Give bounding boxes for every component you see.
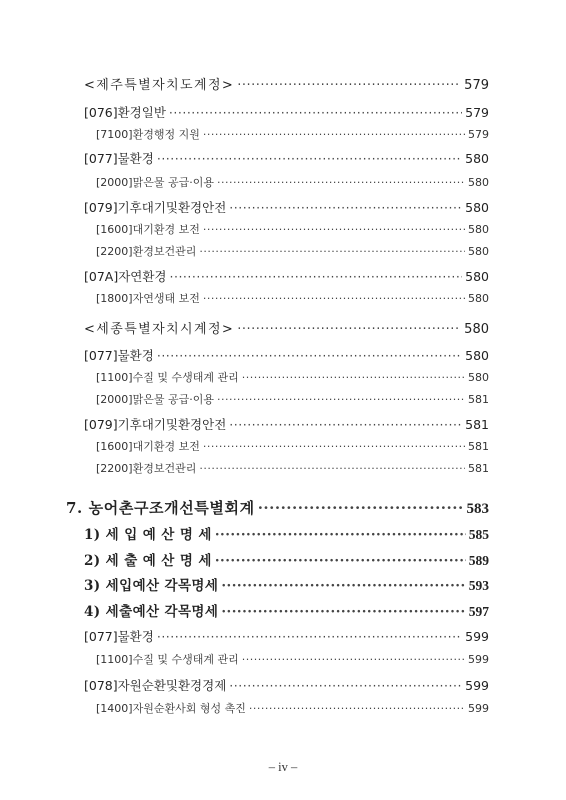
toc-sub-heading bbox=[84, 551, 489, 571]
toc-entry-page-number: 579 bbox=[464, 78, 489, 93]
toc-sub-heading bbox=[84, 576, 489, 596]
toc-sub-heading bbox=[84, 525, 489, 545]
toc-entry-page-number: 583 bbox=[466, 501, 489, 517]
dot-leader bbox=[221, 576, 465, 596]
toc-entry bbox=[84, 267, 489, 287]
dot-leader bbox=[215, 551, 466, 571]
toc-subentry bbox=[96, 173, 489, 193]
toc-entry-label: 3) 세입예산 각목명세 bbox=[84, 578, 219, 594]
toc-subentry bbox=[96, 368, 489, 388]
toc-subentry bbox=[96, 390, 489, 410]
dot-leader bbox=[203, 220, 465, 240]
dot-leader bbox=[199, 242, 465, 262]
toc-section-heading bbox=[84, 320, 489, 340]
toc-subentry bbox=[96, 459, 489, 479]
dot-leader bbox=[258, 498, 464, 518]
dot-leader bbox=[157, 346, 462, 366]
toc-entry bbox=[84, 103, 489, 123]
toc-subentry bbox=[96, 242, 489, 262]
dot-leader bbox=[157, 627, 462, 647]
dot-leader bbox=[215, 525, 466, 545]
dot-leader bbox=[237, 320, 461, 340]
toc-entry-page-number: 581 bbox=[468, 440, 489, 453]
toc-entry-label: [2000]맑은물 공급·이용 bbox=[96, 176, 214, 189]
dot-leader bbox=[203, 437, 465, 457]
toc-entry-label: [2000]맑은물 공급·이용 bbox=[96, 393, 214, 406]
toc-entry-label: [1600]대기환경 보전 bbox=[96, 223, 200, 236]
dot-leader bbox=[199, 459, 465, 479]
toc-entry-page-number: 589 bbox=[468, 553, 489, 568]
toc-entry-page-number: 599 bbox=[468, 653, 489, 666]
toc-sub-heading bbox=[84, 602, 489, 622]
toc-entry-label: [079]기후대기및환경안전 bbox=[84, 417, 227, 432]
dot-leader bbox=[229, 676, 462, 696]
toc-entry-label: [077]물환경 bbox=[84, 348, 154, 363]
toc-entry-label: [7100]환경행정 지원 bbox=[96, 128, 200, 141]
toc-entry-page-number: 599 bbox=[468, 702, 489, 715]
toc-entry-page-number: 580 bbox=[468, 223, 489, 236]
toc-entry-page-number: 599 bbox=[465, 629, 489, 644]
toc-entry-page-number: 580 bbox=[468, 371, 489, 384]
toc-entry-page-number: 580 bbox=[468, 292, 489, 305]
toc-section-heading bbox=[84, 76, 489, 96]
toc-entry-label: [1400]자원순환사회 형성 촉진 bbox=[96, 702, 246, 715]
toc-entry-label: [079]기후대기및환경안전 bbox=[84, 200, 227, 215]
toc-entry-page-number: 581 bbox=[465, 417, 489, 432]
toc-entry-page-number: 580 bbox=[465, 348, 489, 363]
dot-leader bbox=[169, 103, 462, 123]
toc-chapter-heading bbox=[66, 498, 489, 518]
toc-entry-label: [1600]대기환경 보전 bbox=[96, 440, 200, 453]
toc-entry bbox=[84, 415, 489, 435]
toc-entry-label: [2200]환경보건관리 bbox=[96, 245, 197, 258]
toc-entry-page-number: 580 bbox=[468, 245, 489, 258]
dot-leader bbox=[221, 602, 465, 622]
dot-leader bbox=[242, 650, 465, 670]
toc-entry-label: [077]물환경 bbox=[84, 629, 154, 644]
toc-entry-label: 2) 세 출 예 산 명 세 bbox=[84, 553, 212, 569]
toc-entry-label: [078]자원순환및환경경제 bbox=[84, 678, 227, 693]
toc-subentry bbox=[96, 125, 489, 145]
toc-entry-label: [1100]수질 및 수생태계 관리 bbox=[96, 653, 239, 666]
toc-entry bbox=[84, 676, 489, 696]
dot-leader bbox=[217, 173, 465, 193]
dot-leader bbox=[170, 267, 463, 287]
toc-entry-page-number: 579 bbox=[465, 105, 489, 120]
dot-leader bbox=[242, 368, 465, 388]
toc-entry-page-number: 580 bbox=[464, 322, 489, 337]
toc-entry-label: <세종특별자치시계정> bbox=[84, 322, 235, 337]
toc-entry-page-number: 580 bbox=[465, 151, 489, 166]
toc-entry-page-number: 580 bbox=[465, 269, 489, 284]
toc-entry-page-number: 585 bbox=[468, 527, 489, 542]
toc-entry-label: 7. 농어촌구조개선특별회계 bbox=[66, 499, 255, 517]
toc-entry-label: [1100]수질 및 수생태계 관리 bbox=[96, 371, 239, 384]
toc-entry-label: <제주특별자치도계정> bbox=[84, 78, 235, 93]
toc-entry-label: [1800]자연생태 보전 bbox=[96, 292, 200, 305]
toc-entry-page-number: 581 bbox=[468, 393, 489, 406]
toc-entry bbox=[84, 198, 489, 218]
toc-entry-label: 4) 세출예산 각목명세 bbox=[84, 604, 219, 620]
dot-leader bbox=[229, 415, 462, 435]
dot-leader bbox=[203, 289, 465, 309]
toc-entry-page-number: 597 bbox=[468, 604, 489, 619]
toc-subentry bbox=[96, 699, 489, 719]
toc-entry-label: 1) 세 입 예 산 명 세 bbox=[84, 527, 212, 543]
dot-leader bbox=[203, 125, 465, 145]
dot-leader bbox=[217, 390, 465, 410]
toc-entry-page-number: 599 bbox=[465, 678, 489, 693]
dot-leader bbox=[229, 198, 462, 218]
toc-entry-label: [076]환경일반 bbox=[84, 105, 166, 120]
toc-entry-label: [07A]자연환경 bbox=[84, 269, 167, 284]
toc-entry-page-number: 580 bbox=[465, 200, 489, 215]
toc-subentry bbox=[96, 650, 489, 670]
toc-entry-page-number: 580 bbox=[468, 176, 489, 189]
toc-entry-page-number: 593 bbox=[468, 578, 489, 593]
toc-entry-label: [2200]환경보건관리 bbox=[96, 462, 197, 475]
toc-entry-page-number: 579 bbox=[468, 128, 489, 141]
dot-leader bbox=[157, 149, 462, 169]
toc-entry-page-number: 581 bbox=[468, 462, 489, 475]
toc-entry-label: [077]물환경 bbox=[84, 151, 154, 166]
toc-subentry bbox=[96, 289, 489, 309]
toc-entry bbox=[84, 346, 489, 366]
dot-leader bbox=[249, 699, 465, 719]
toc-subentry bbox=[96, 437, 489, 457]
dot-leader bbox=[237, 76, 461, 96]
page-number-footer: – iv – bbox=[268, 760, 298, 774]
toc-entry bbox=[84, 627, 489, 647]
toc-entry bbox=[84, 149, 489, 169]
toc-subentry bbox=[96, 220, 489, 240]
